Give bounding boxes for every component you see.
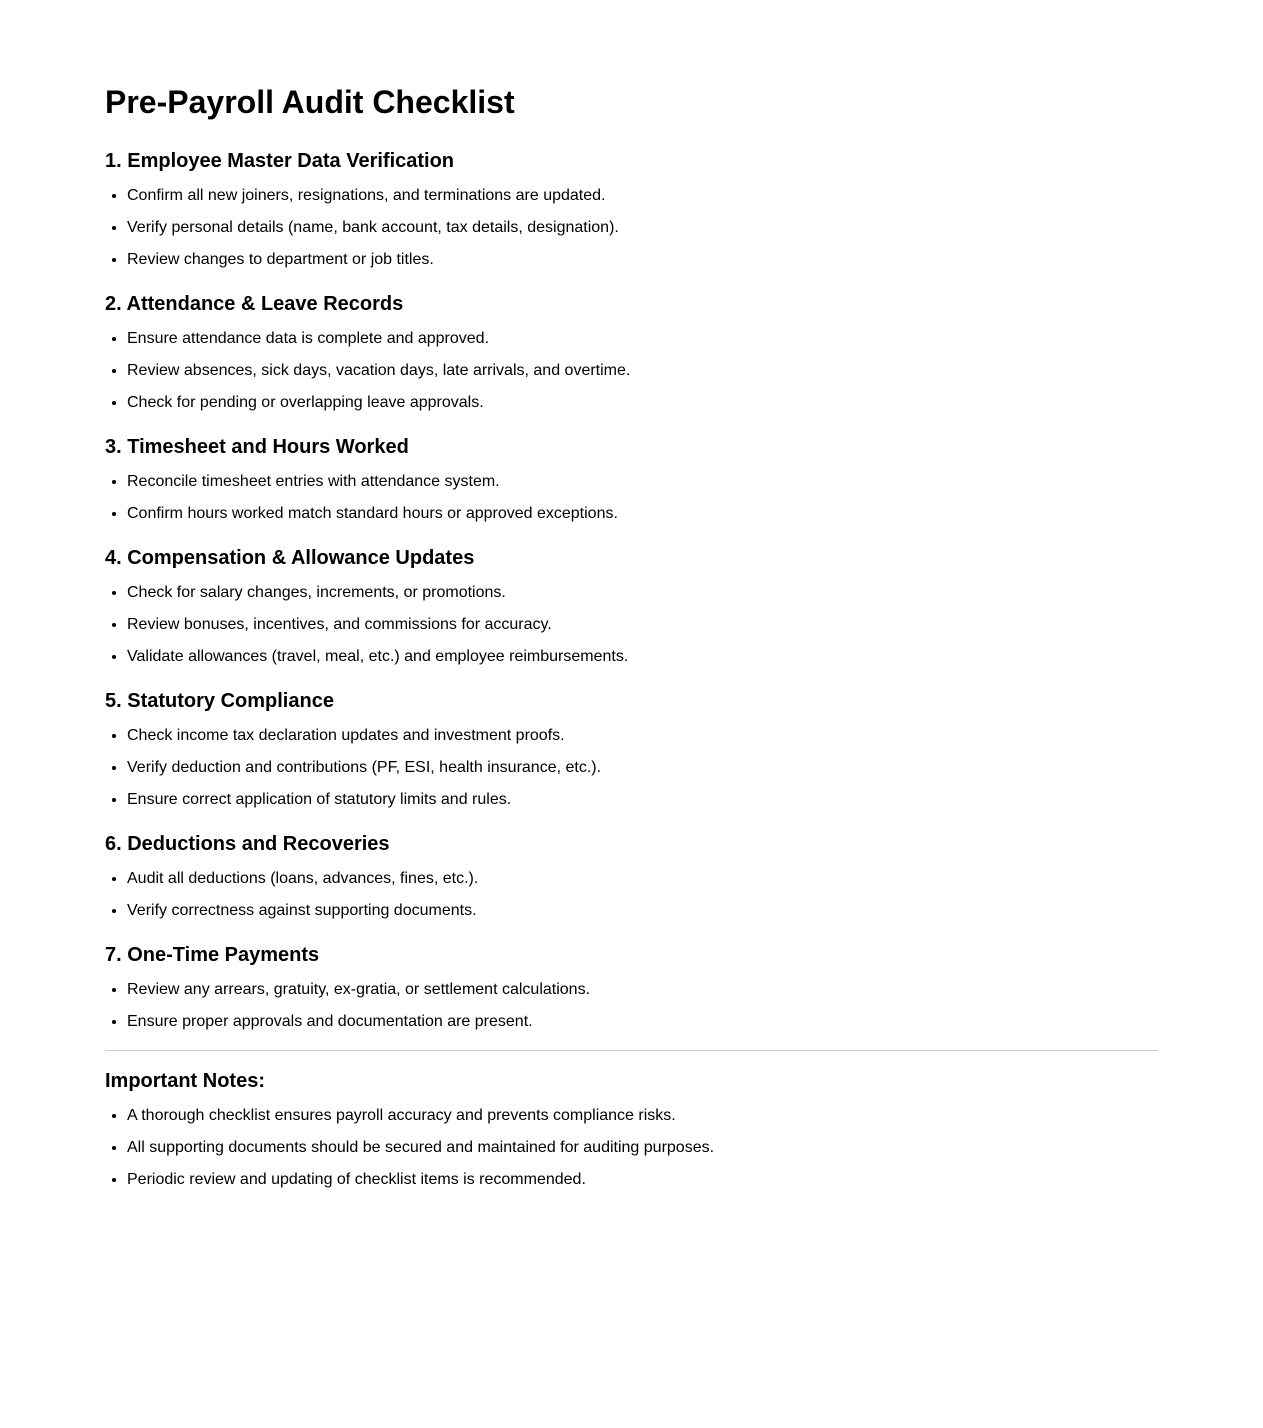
list-item: • Check income tax declaration updates and investment proofs. bbox=[127, 726, 1158, 746]
checklist bbox=[105, 869, 1158, 921]
list-item: • Check for salary changes, increments, or promotions. bbox=[127, 583, 1158, 603]
section-heading: 4. Compensation & Allowance Updates bbox=[105, 547, 475, 569]
section-attendance-leave bbox=[105, 291, 1158, 413]
list-item: • Confirm hours worked match standard hours or approved exceptions. bbox=[127, 504, 1158, 524]
list-item: • Periodic review and updating of checklist items is recommended. bbox=[127, 1170, 1158, 1190]
checklist bbox=[105, 583, 1158, 667]
list-item: • Review absences, sick days, vacation days, late arrivals, and overtime. bbox=[127, 361, 1158, 381]
section-deductions-recoveries bbox=[105, 831, 1158, 921]
page-title: Pre-Payroll Audit Checklist bbox=[105, 84, 515, 120]
list-item: • Reconcile timesheet entries with attendance system. bbox=[127, 472, 1158, 492]
section-heading: 2. Attendance & Leave Records bbox=[105, 293, 404, 315]
list-item: • All supporting documents should be secured and maintained for auditing purposes. bbox=[127, 1138, 1158, 1158]
list-item: • Validate allowances (travel, meal, etc.) and employee reimbursements. bbox=[127, 647, 1158, 667]
list-item: • Ensure attendance data is complete and approved. bbox=[127, 329, 1158, 349]
list-item: • Confirm all new joiners, resignations, and terminations are updated. bbox=[127, 186, 1158, 206]
list-item: • Review changes to department or job titles. bbox=[127, 250, 1158, 270]
list-item: • Ensure correct application of statutory limits and rules. bbox=[127, 790, 1158, 810]
section-heading: 7. One-Time Payments bbox=[105, 944, 320, 966]
checklist bbox=[105, 726, 1158, 810]
checklist bbox=[105, 980, 1158, 1032]
list-item: • Audit all deductions (loans, advances, fines, etc.). bbox=[127, 869, 1158, 889]
section-one-time-payments bbox=[105, 942, 1158, 1032]
important-notes bbox=[105, 1068, 1158, 1190]
checklist bbox=[105, 472, 1158, 524]
list-item: • Ensure proper approvals and documentation are present. bbox=[127, 1012, 1158, 1032]
list-item: • Review bonuses, incentives, and commissions for accuracy. bbox=[127, 615, 1158, 635]
checklist bbox=[105, 186, 1158, 270]
list-item: • Review any arrears, gratuity, ex-gratia, or settlement calculations. bbox=[127, 980, 1158, 1000]
section-heading: 1. Employee Master Data Verification bbox=[105, 150, 455, 172]
notes-heading: Important Notes: bbox=[105, 1070, 265, 1092]
section-heading: 5. Statutory Compliance bbox=[105, 690, 334, 712]
section-compensation-allowance bbox=[105, 545, 1158, 667]
list-item: • Check for pending or overlapping leave approvals. bbox=[127, 393, 1158, 413]
section-heading: 3. Timesheet and Hours Worked bbox=[105, 436, 409, 458]
list-item: • Verify deduction and contributions (PF, ESI, health insurance, etc.). bbox=[127, 758, 1158, 778]
section-timesheet-hours bbox=[105, 434, 1158, 524]
section-heading: 6. Deductions and Recoveries bbox=[105, 833, 390, 855]
section-statutory-compliance bbox=[105, 688, 1158, 810]
list-item: • Verify personal details (name, bank account, tax details, designation). bbox=[127, 218, 1158, 238]
notes-list bbox=[105, 1106, 1158, 1190]
section-divider bbox=[105, 1050, 1158, 1051]
list-item: • Verify correctness against supporting documents. bbox=[127, 901, 1158, 921]
section-employee-master-data bbox=[105, 148, 1158, 270]
list-item: • A thorough checklist ensures payroll accuracy and prevents compliance risks. bbox=[127, 1106, 1158, 1126]
checklist bbox=[105, 329, 1158, 413]
